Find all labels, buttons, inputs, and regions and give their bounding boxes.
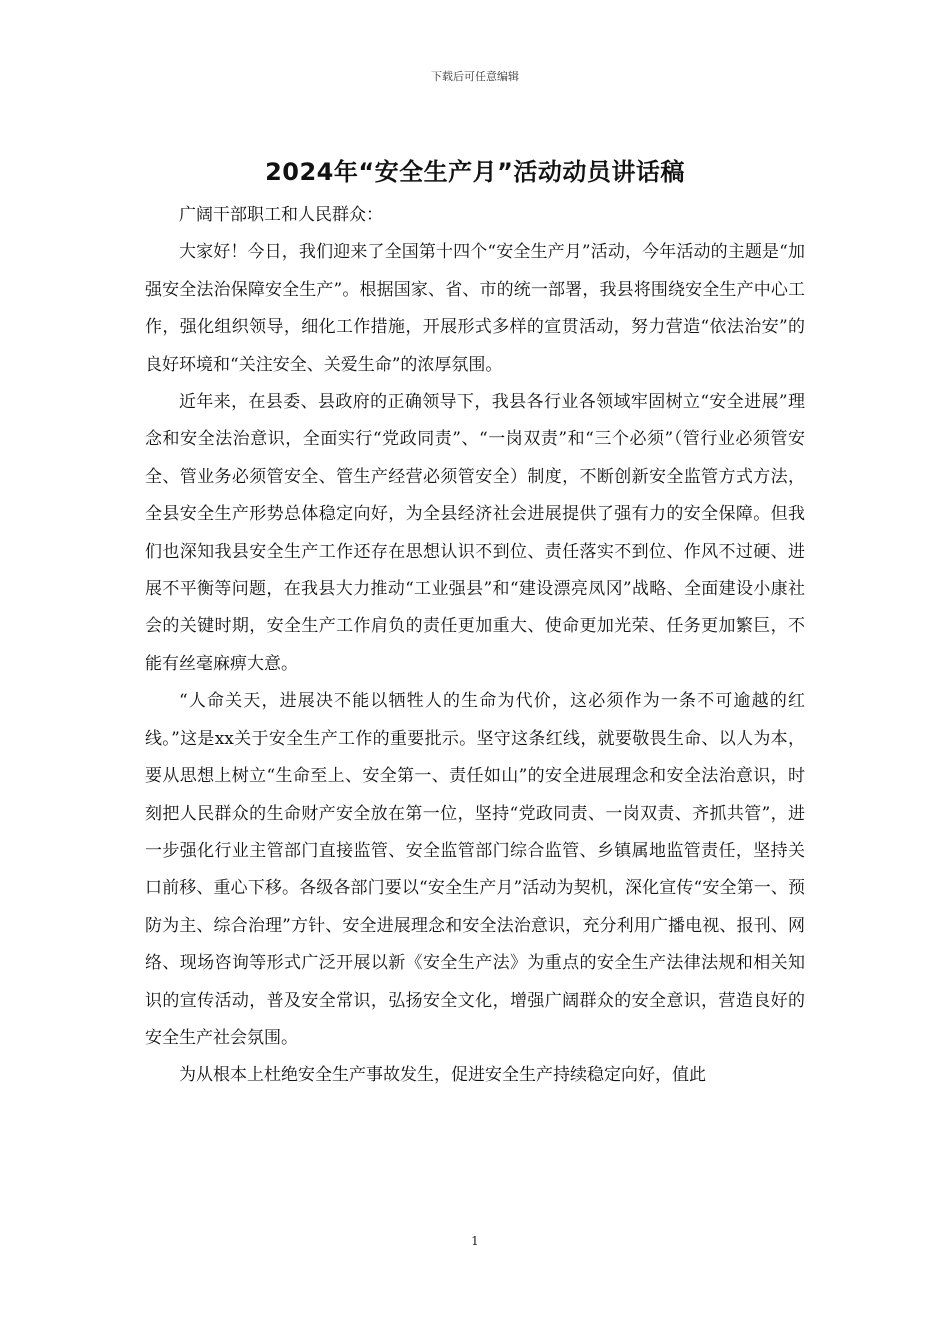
document-title: 2024年“安全生产月”活动动员讲话稿 <box>265 158 685 186</box>
paragraph-3: “人命关天，进展决不能以牺牲人的生命为代价，这必须作为一条不可逾越的红线。”这是xx关于安全生产工作的重要批示。坚守这条红线，就要敬畏生命、以人为本，要从思想上树立“生命至上、安全第一、责任如山”的安全进展理念和安全法治意识，时刻把人民群众的生命财产安全放在第一位，坚持“党政同责、一岗双责、齐抓共管”，进一步强化行业主管部门直接监管、安全监管部门综合监管、乡镇属地监管责任，坚持关口前移、重心下移。各级各部门要以“安全生产月”活动为契机，深化宣传“安全第一、预防为主、综合治理”方针、安全进展理念和安全法治意识，充分利用广播电视、报刊、网络、现场咨询等形式广泛开展以新《安全生产法》为重点的安全生产法律法规和相关知识的宣传活动，普及安全常识，弘扬安全文化，增强广阔群众的安全意识，营造良好的安全生产社会氛围。 <box>145 691 805 1048</box>
paragraph-2: 近年来，在县委、县政府的正确领导下，我县各行业各领域牢固树立“安全进展”理念和安全法治意识，全面实行“党政同责”、“一岗双责”和“三个必须”（管行业必须管安全、管业务必须管安全、管生产经营必须管安全）制度，不断创新安全监管方式方法，全县安全生产形势总体稳定向好，为全县经济社会进展提供了强有力的安全保障。但我们也深知我县安全生产工作还存在思想认识不到位、责任落实不到位、作风不过硬、进展不平衡等问题，在我县大力推动“工业强县”和“建设漂亮凤冈”战略、全面建设小康社会的关键时期，安全生产工作肩负的责任更加重大、使命更加光荣、任务更加繁巨，不能有丝毫麻痹大意。 <box>145 392 805 674</box>
paragraph-4: 为从根本上杜绝安全生产事故发生，促进安全生产持续稳定向好，值此 <box>179 1065 706 1086</box>
salutation: 广阔干部职工和人民群众： <box>179 205 383 225</box>
document-body <box>145 197 805 1095</box>
header-note: 下载后可任意编辑 <box>431 70 519 83</box>
page-number: 1 <box>471 1234 479 1248</box>
paragraph-1: 大家好！今日，我们迎来了全国第十四个“安全生产月”活动，今年活动的主题是“加强安全法治保障安全生产”。根据国家、省、市的统一部署，我县将围绕安全生产中心工作，强化组织领导，细化工作措施，开展形式多样的宣贯活动，努力营造“依法治安”的良好环境和“关注安全、关爱生命”的浓厚氛围。 <box>145 242 805 375</box>
